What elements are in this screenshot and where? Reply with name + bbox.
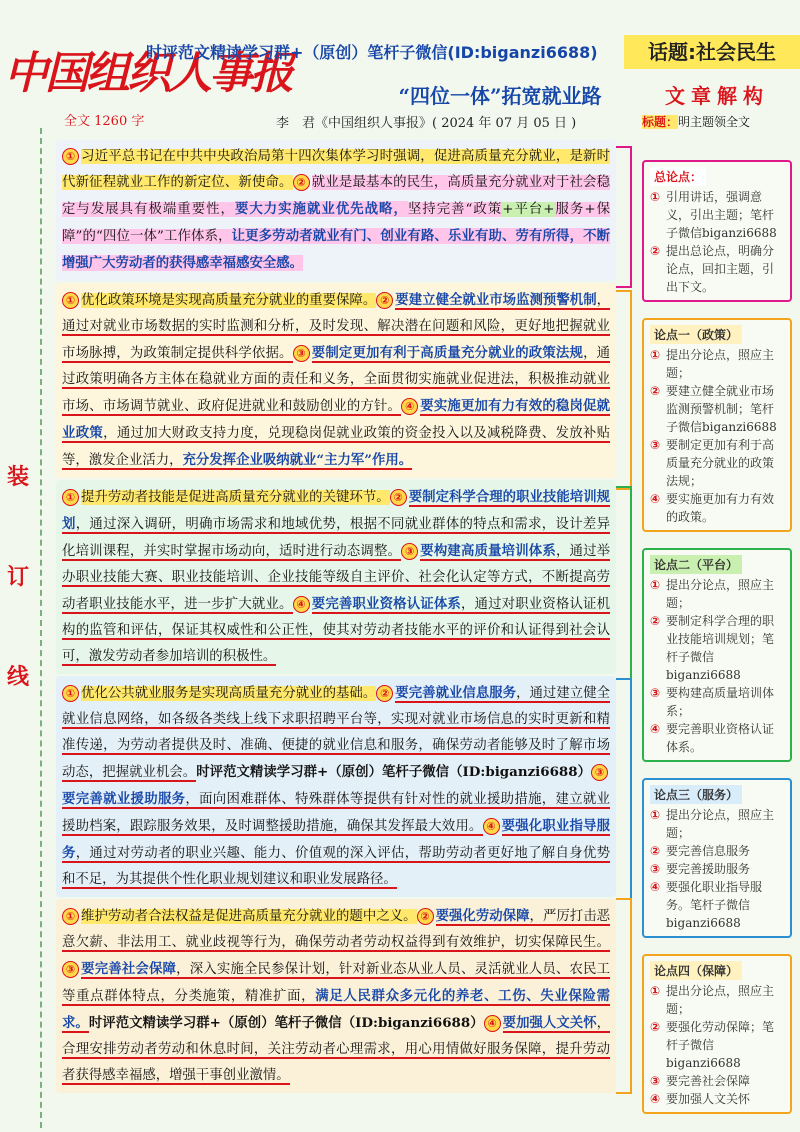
text-segment: 服务+保障”的“四位一体”工作体系， — [62, 202, 610, 244]
sentence-number: ③ — [401, 543, 418, 560]
item-text: 提出分论点，照应主题； — [666, 348, 775, 380]
text-segment: 满足人民群众多元化的养老、工伤、失业保险需求。 — [62, 988, 611, 1031]
item-number: ③ — [650, 686, 661, 700]
newspaper-masthead-logo: 中国组织人事报 — [4, 48, 291, 99]
sentence-number: ② — [417, 908, 434, 925]
item-text: 要加强人文关怀 — [666, 1092, 751, 1106]
byline: 李 君《中国组织人事报》( 2024 年 07 月 05 日 ) — [276, 116, 577, 131]
panel-box-item — [650, 242, 784, 296]
sentence-number: ③ — [62, 961, 79, 978]
panel-box-title: 论点三（服务） — [650, 785, 742, 804]
panel-box-item — [650, 1072, 784, 1090]
item-text: 要构建高质量培训体系； — [666, 686, 775, 718]
article-title: “四位一体”拓宽就业路 — [398, 84, 602, 108]
binding-char-1: 装 — [6, 464, 29, 490]
panel-box-title: 论点一（政策） — [650, 325, 742, 344]
text-segment: 习近平总书记在中共中央政治局第十四次集体学习时强调，促进高质量充分就业，是新时代新征程就业工作的新定位、新使命。 — [62, 149, 610, 190]
item-text: 提出分论点，照应主题； — [666, 578, 775, 610]
text-segment: 要制定科学合理的职业技能培训规划 — [62, 489, 611, 532]
item-text: 要建立健全就业市场监测预警机制；笔杆子微信biganzi6688 — [666, 384, 777, 434]
sentence-number: ④ — [483, 818, 500, 835]
text-segment: 让更多劳动者就业有门、创业有路、乐业有助、劳有所得，不断增强广大劳动者的获得感幸福感安全感。 — [62, 228, 610, 271]
item-text: 要制定科学合理的职业技能培训规划；笔杆子微信biganzi6688 — [666, 614, 775, 682]
text-segment: +平台+ — [502, 202, 555, 217]
text-segment: 时评范文精读学习群+（原创）笔杆子微信（ID:biganzi6688） — [88, 1015, 484, 1031]
item-number: ① — [650, 984, 661, 998]
word-count: 全文 1260 字 — [64, 114, 145, 129]
panel-box-item — [650, 720, 784, 756]
panel-box-item — [650, 612, 784, 684]
item-number: ① — [650, 190, 661, 204]
text-segment: 要建立健全就业市场监测预警机制 — [395, 292, 597, 308]
sentence-number: ① — [62, 489, 79, 506]
text-segment: 坚持完善“政策 — [407, 202, 503, 217]
bracket-point-4 — [616, 898, 632, 1094]
panel-box-item — [650, 436, 784, 490]
panel-box-item — [650, 382, 784, 436]
panel-box-4 — [642, 954, 792, 1114]
item-text: 提出分论点，照应主题； — [666, 984, 775, 1016]
text-segment: ，通过举办职业技能大赛、职业技能培训、企业技能等级自主评价、社会化认定等方式，不断提高劳动者职业技能水平，进一步扩大就业。 — [62, 544, 611, 612]
text-segment: 要制定更加有利于高质量充分就业的政策法规 — [311, 345, 584, 361]
item-number: ④ — [650, 722, 661, 736]
item-number: ① — [650, 808, 661, 822]
binding-dashed-line — [40, 128, 42, 1128]
sentence-number: ② — [293, 174, 310, 191]
bracket-intro — [616, 146, 632, 288]
topic-tag: 话题:社会民生 — [624, 35, 800, 69]
panel-box-item — [650, 982, 784, 1018]
text-segment: 充分发挥企业吸纳就业“主力军”作用。 — [182, 452, 413, 468]
item-number: ② — [650, 244, 661, 258]
panel-box-item — [650, 1090, 784, 1108]
item-number: ① — [650, 348, 661, 362]
text-segment: ，严厉打击恶意欠薪、非法用工、就业歧视等行为，确保劳动者劳动权益得到有效维护，切实保障民生。 — [62, 909, 611, 950]
text-segment: 要大力实施就业优先战略， — [234, 201, 408, 217]
text-segment: 要构建高质量培训体系 — [420, 543, 556, 559]
item-text: 要制定更加有利于高质量充分就业的政策法规； — [666, 438, 775, 488]
paragraph-0 — [56, 140, 616, 281]
panel-box-title: 论点二（平台） — [650, 555, 742, 574]
text-segment: 提升劳动者技能是促进高质量充分就业的关键环节。 — [81, 490, 390, 505]
sentence-number: ① — [62, 148, 79, 165]
panel-box-item — [650, 684, 784, 720]
text-segment: ，合理安排劳动者劳动和休息时间，关注劳动者心理需求，用心用情做好服务保障，提升劳动者获得感幸福感，增强干事创业激情。 — [62, 1016, 611, 1083]
paragraph-3 — [56, 676, 616, 897]
panel-box-3 — [642, 778, 792, 938]
item-number: ④ — [650, 880, 661, 894]
bracket-point-1 — [616, 290, 632, 490]
panel-theme — [642, 113, 792, 130]
item-number: ③ — [650, 862, 661, 876]
sentence-number: ④ — [401, 398, 418, 415]
text-segment: 要实施更加有力有效的稳岗促就业政策 — [62, 398, 611, 441]
sentence-number: ② — [390, 489, 407, 506]
panel-box-2 — [642, 548, 792, 762]
text-segment: 时评范文精读学习群+（原创）笔杆子微信（ID:biganzi6688） — [196, 764, 591, 780]
bracket-point-2 — [616, 486, 632, 680]
item-text: 要完善职业资格认证体系。 — [666, 722, 775, 754]
text-segment: ，通过建立健全就业信息网络，如各级各类线上线下求职招聘平台等，实现对就业市场信息的实时更新和精准传递，为劳动者提供及时、准确、便捷的就业信息和服务，确保劳动者能够及时了解市场动态，把握就业机会。 — [62, 686, 611, 780]
panel-box-item — [650, 860, 784, 878]
item-number: ④ — [650, 492, 661, 506]
item-text: 要完善信息服务 — [666, 844, 751, 858]
text-segment: ，深入实施全民参保计划，针对新业态从业人员、灵活就业人员、农民工等重点群体特点，分类施策，精准扩面， — [62, 962, 611, 1004]
text-segment: 要完善就业信息服务 — [395, 685, 517, 701]
paragraph-2 — [56, 480, 616, 674]
text-segment: ，面向困难群体、特殊群体等提供有针对性的就业援助措施，建立就业援助档案，跟踪服务效果，及时调整援助措施，确保其发挥最大效用。 — [62, 792, 611, 834]
item-text: 引用讲话，强调意义，引出主题；笔杆子微信biganzi6688 — [666, 190, 777, 240]
item-number: ② — [650, 844, 661, 858]
panel-box-item — [650, 576, 784, 612]
text-segment: 优化政策环境是实现高质量充分就业的重要保障。 — [81, 293, 377, 308]
panel-title: 文章解构 — [665, 84, 769, 108]
bracket-point-3 — [616, 678, 632, 900]
binding-char-3: 线 — [6, 664, 29, 690]
item-text: 要强化劳动保障；笔杆子微信biganzi6688 — [666, 1020, 775, 1070]
item-number: ④ — [650, 1092, 661, 1106]
theme-text: 明主题领全文 — [678, 115, 751, 129]
text-segment: ，通过对就业市场数据的实时监测和分析，及时发现、解决潜在问题和风险，更好地把握就业市场脉搏，为政策制定提供科学依据。 — [62, 293, 611, 361]
text-segment: 就业是最基本的民生，高质量充分就业对于社会稳定与发展具有极端重要性， — [62, 175, 611, 217]
paragraph-4 — [56, 899, 616, 1093]
sentence-number: ① — [62, 908, 79, 925]
item-text: 要强化职业指导服务。笔杆子微信biganzi6688 — [666, 880, 763, 930]
structure-panel — [642, 80, 792, 1130]
item-number: ② — [650, 384, 661, 398]
item-number: ③ — [650, 1074, 661, 1088]
panel-box-item — [650, 842, 784, 860]
binding-char-2: 订 — [6, 564, 29, 590]
item-text: 要完善社会保障 — [666, 1074, 751, 1088]
theme-tag: 标题： — [642, 115, 679, 129]
text-segment: 维护劳动者合法权益是促进高质量充分就业的题中之义。 — [81, 909, 417, 924]
item-number: ① — [650, 578, 661, 592]
text-segment: 优化公共就业服务是实现高质量充分就业的基础。 — [81, 686, 377, 701]
text-segment: 要加强人文关怀 — [502, 1015, 597, 1031]
panel-boxes — [642, 160, 792, 1114]
text-segment: 要完善就业援助服务 — [62, 791, 186, 807]
sentence-number: ③ — [591, 764, 608, 781]
panel-box-item — [650, 1018, 784, 1072]
text-segment: ，通过政策明确各方主体在稳就业方面的责任和义务，全面贯彻实施就业促进法，积极推动就业市场、市场调节就业、政府促进就业和鼓励创业的方针。 — [62, 346, 611, 414]
item-text: 要完善援助服务 — [666, 862, 751, 876]
sentence-number: ④ — [484, 1015, 501, 1032]
panel-box-item — [650, 346, 784, 382]
wechat-promo-line: 时评范文精读学习群+（原创）笔杆子微信(ID:biganzi6688) — [146, 43, 598, 62]
sentence-number: ④ — [293, 596, 310, 613]
item-text: 提出分论点，照应主题； — [666, 808, 775, 840]
panel-box-item — [650, 188, 784, 242]
panel-box-title: 论点四（保障） — [650, 961, 742, 980]
article-body — [56, 140, 616, 1093]
panel-box-title: 总论点： — [650, 167, 706, 186]
panel-box-1 — [642, 318, 792, 532]
panel-box-item — [650, 878, 784, 932]
sentence-number: ① — [62, 685, 79, 702]
sentence-number: ① — [62, 292, 79, 309]
sentence-number: ② — [376, 292, 393, 309]
item-number: ② — [650, 1020, 661, 1034]
item-number: ③ — [650, 438, 661, 452]
sentence-number: ③ — [293, 345, 310, 362]
paragraph-1 — [56, 283, 616, 478]
item-text: 要实施更加有力有效的政策。 — [666, 492, 775, 524]
text-segment: ，通过对劳动者的职业兴趣、能力、价值观的深入评估，帮助劳动者更好地了解自身优势和不足，为其提供个性化职业规划建议和职业发展路径。 — [62, 846, 611, 887]
text-segment: 要完善职业资格认证体系 — [311, 596, 461, 612]
text-segment: ，通过加大财政支持力度，兑现稳岗促就业政策的资金投入以及减税降费、发放补贴等，激发企业活力， — [62, 426, 610, 468]
text-segment: 要强化劳动保障 — [435, 908, 530, 924]
panel-box-item — [650, 806, 784, 842]
text-segment: ，通过对职业资格认证机构的监管和评估，保证其权威性和公正性，使其对劳动者技能水平的评价和认证得到社会认可，激发劳动者参加培训的积极性。 — [62, 597, 611, 664]
sentence-number: ② — [376, 685, 393, 702]
panel-box-0 — [642, 160, 792, 302]
text-segment: 要完善社会保障 — [81, 961, 177, 977]
text-segment: ，通过深入调研，明确市场需求和地域优势，根据不同就业群体的特点和需求，设计差异化培训课程，并实时掌握市场动向，适时进行动态调整。 — [62, 517, 611, 559]
item-number: ② — [650, 614, 661, 628]
panel-box-item — [650, 490, 784, 526]
item-text: 提出总论点，明确分论点，回扣主题，引出下文。 — [666, 244, 775, 294]
text-segment: 要强化职业指导服务 — [62, 818, 611, 861]
